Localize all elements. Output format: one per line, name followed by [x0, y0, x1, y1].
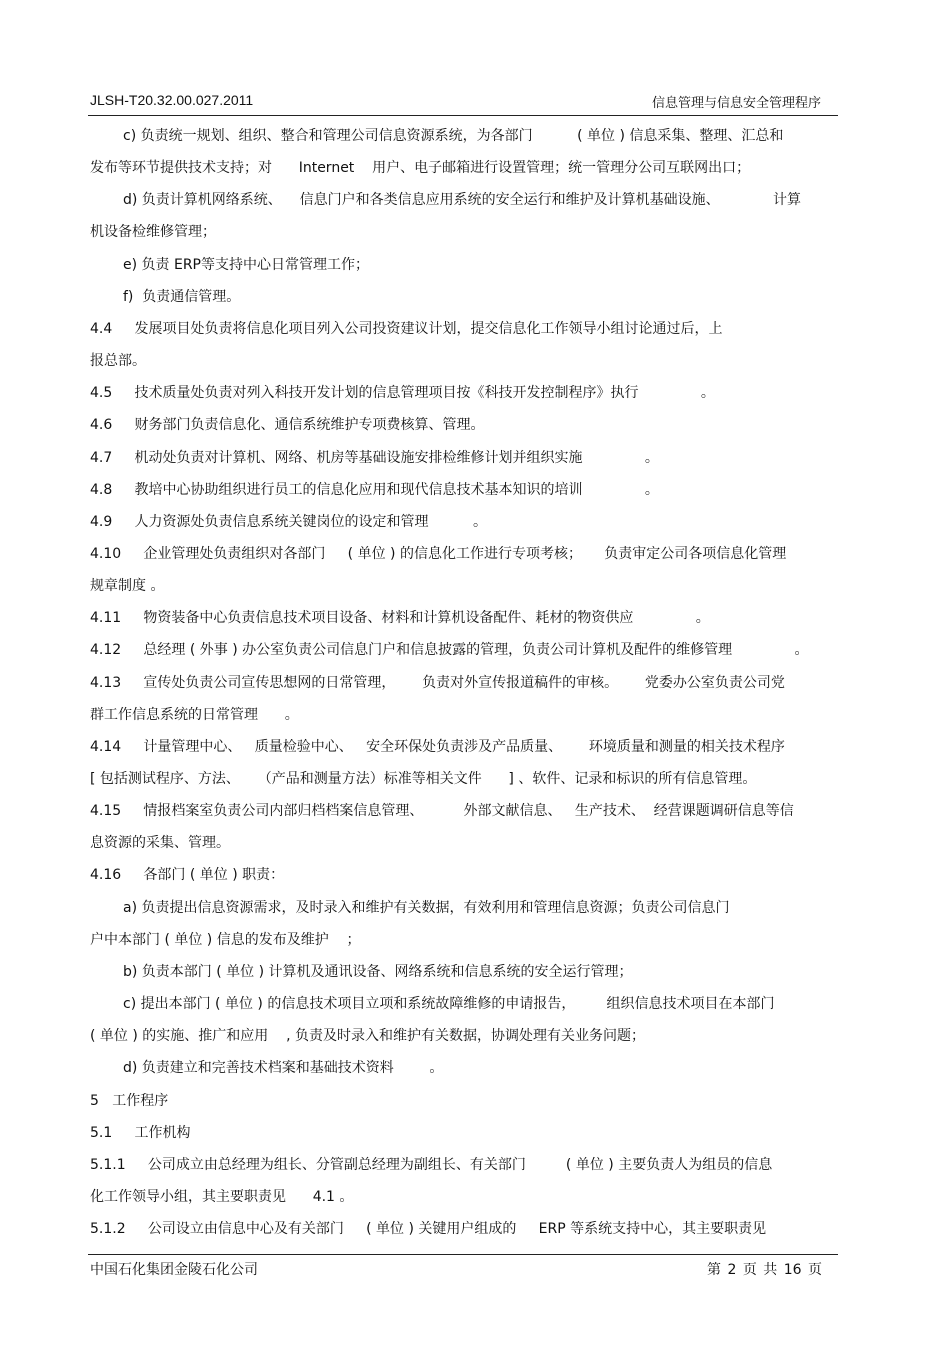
text-line: b) 负责本部门 ( 单位 ) 计算机及通讯设备、网络系统和信息系统的安全运行管理；: [123, 963, 633, 980]
text-line: ( 单位 ) 的实施、推广和应用 , 负责及时录入和维护有关数据，协调处理有关业务问题；: [90, 1028, 645, 1045]
text-line: 发布等环节提供技术支持；对 Internet 用户、电子邮箱进行设置管理；统一管理分公司互联网出口；: [90, 160, 751, 177]
text-line: 机设备检维修管理；: [90, 224, 216, 241]
text-line: 户中本部门 ( 单位 ) 信息的发布及维护 ；: [90, 931, 361, 948]
text-line: d) 负责计算机网络系统、 信息门户和各类信息应用系统的安全运行和维护及计算机基础设施、 计算: [123, 192, 801, 209]
text-line: 4.11 物资装备中心负责信息技术项目设备、材料和计算机设备配件、耗材的物资供应 。: [90, 610, 710, 627]
text-line: 4.10 企业管理处负责组织对各部门 ( 单位 ) 的信息化工作进行专项考核； 负责审定公司各项信息化管理: [90, 545, 787, 562]
page-total: 16: [783, 1262, 802, 1278]
text-line: 5.1.1 公司成立由总经理为组长、分管副总经理为副组长、有关部门 ( 单位 ) 主要负责人为组员的信息: [90, 1156, 773, 1173]
text-line: 4.16 各部门 ( 单位 ) 职责：: [90, 867, 285, 884]
text-line: f) 负责通信管理。: [123, 288, 241, 305]
text-line: d) 负责建立和完善技术档案和基础技术资料 。: [123, 1060, 444, 1077]
text-line: 4.9 人力资源处负责信息系统关键岗位的设定和管理 。: [90, 513, 488, 530]
footer-rule: [88, 1254, 838, 1255]
text-line: c) 负责统一规划、组织、整合和管理公司信息资源系统，为各部门 ( 单位 ) 信息采集、整理、汇总和: [123, 128, 784, 144]
doc-code: JLSH-T20.32.00.027.2011: [90, 92, 254, 108]
text-line: 规章制度 。: [90, 578, 165, 595]
text-line: 4.5 技术质量处负责对列入科技开发计划的信息管理项目按《科技开发控制程序》执行 。: [90, 385, 715, 402]
text-line: 4.7 机动处负责对计算机、网络、机房等基础设施安排检维修计划并组织实施 。: [90, 449, 659, 466]
text-line: 4.8 教培中心协助组织进行员工的信息化应用和现代信息技术基本知识的培训 。: [90, 481, 659, 498]
text-line: 4.4 发展项目处负责将信息化项目列入公司投资建议计划，提交信息化工作领导小组讨论通过后，上: [90, 320, 723, 337]
text-line: 化工作领导小组，其主要职责见 4.1 。: [90, 1188, 354, 1205]
text-line: 4.14 计量管理中心、 质量检验中心、 安全环保处负责涉及产品质量、 环境质量和测量的相关技术程序: [90, 738, 785, 755]
text-line: 4.13 宣传处负责公司宣传思想网的日常管理， 负责对外宣传报道稿件的审核。 党委办公室负责公司党: [90, 674, 785, 691]
page-label-mid: 页 共: [742, 1262, 778, 1278]
text-line: a) 负责提出信息资源需求，及时录入和维护有关数据，有效利用和管理信息资源；负责公司信息门: [123, 899, 730, 916]
page-label-post: 页: [808, 1262, 823, 1278]
text-line: [ 包括测试程序、方法、 （产品和测量方法）标准等相关文件 ] 、软件、记录和标识的所有信息管理。: [90, 771, 757, 787]
text-line: 4.15 情报档案室负责公司内部归档档案信息管理、 外部文献信息、 生产技术、 经营课题调研信息等信: [90, 803, 794, 820]
page-number: 2: [727, 1262, 737, 1278]
page-label-pre: 第: [707, 1262, 721, 1278]
text-line: 4.6 财务部门负责信息化、通信系统维护专项费核算、管理。: [90, 417, 485, 434]
text-line: 息资源的采集、管理。: [90, 835, 230, 852]
text-line: c) 提出本部门 ( 单位 ) 的信息技术项目立项和系统故障维修的申请报告， 组织信息技术项目在本部门: [123, 996, 775, 1013]
text-line: 5 工作程序: [90, 1092, 169, 1109]
text-line: 报总部。: [90, 353, 146, 370]
text-line: 5.1 工作机构: [90, 1124, 191, 1141]
doc-title: 信息管理与信息安全管理程序: [651, 96, 821, 111]
text-line: 5.1.2 公司设立由信息中心及有关部门 ( 单位 ) 关键用户组成的 ERP 等系统支持中心，其主要职责见: [90, 1221, 767, 1238]
page-indicator: [707, 1259, 822, 1279]
company-name: 中国石化集团金陵石化公司: [90, 1262, 258, 1278]
text-line: e) 负责 ERP等支持中心日常管理工作；: [123, 256, 369, 273]
text-line: 群工作信息系统的日常管理 。: [90, 706, 299, 723]
header-rule: [88, 115, 838, 116]
text-line: 4.12 总经理 ( 外事 ) 办公室负责公司信息门户和信息披露的管理，负责公司计算机及配件的维修管理 。: [90, 642, 809, 659]
